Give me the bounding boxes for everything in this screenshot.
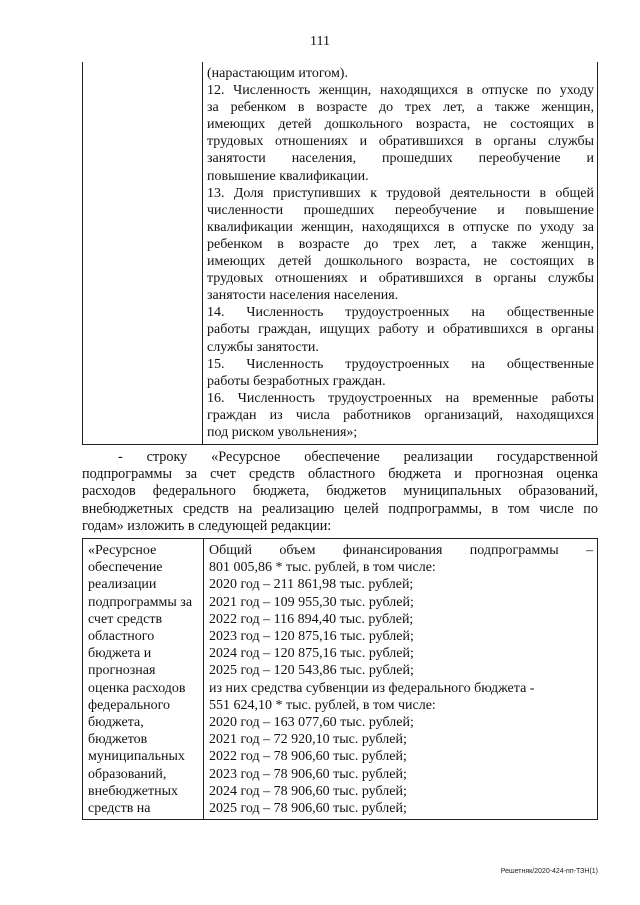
indicator-line: (нарастающим итогом). [207,66,348,81]
indicator-line: имеющих детей дошкольного возраста, не состоящих в [207,254,594,270]
funding-year-line: 2024 год – 120 875,16 тыс. рублей; [209,646,414,662]
amendment-line: внебюджетных средств на реализацию целей подпрограммы, в том числе по [82,500,598,517]
label-line: оценка расходов [88,680,186,696]
indicator-line: квалификации женщин, находящихся в отпуске по уходу за [207,219,594,235]
amendment-line: годам» изложить в следующей редакции: [82,517,332,534]
label-line: счет средств [88,611,163,627]
funding-year-line: 2020 год – 211 861,98 тыс. рублей; [209,577,414,593]
funding-line: 801 005,86 * тыс. рублей, в том числе: [209,560,436,576]
indicator-line: 16. Численность трудоустроенных на временные работы [207,390,594,406]
amendment-line: расходов федерального бюджета, бюджетов муниципальных образований, [82,483,598,500]
funding-year-line: 2022 год – 116 894,40 тыс. рублей; [209,611,414,627]
indicators-table-left-cell [83,62,203,444]
subvention-year-line: 2021 год – 72 920,10 тыс. рублей; [209,732,407,748]
funding-year-line: 2025 год – 120 543,86 тыс. рублей; [209,663,414,679]
label-line: областного [88,629,155,645]
funding-year-line: 2023 год – 120 875,16 тыс. рублей; [209,629,414,645]
indicator-line: 14. Численность трудоустроенных на общественные [207,305,594,321]
indicator-line: работы граждан, ищущих работу и обратившихся в органы [207,322,594,338]
indicator-line: имеющих детей дошкольного возраста, не состоящих в [207,117,594,133]
label-line: реализации [88,577,157,593]
indicators-table-right-cell [207,65,594,441]
indicator-line: трудовых отношениях и обратившихся в органы службы [207,271,594,287]
label-line: бюджетов [88,732,148,748]
amendment-line: - строку «Ресурсное обеспечение реализации государственной [118,449,598,465]
amendment-paragraph [82,449,598,535]
label-line: федерального [88,697,171,713]
indicator-line: численности прошедших переобучение и повышение [207,202,594,218]
indicator-line: граждан из числа работников организаций, находящихся [207,407,594,423]
indicator-line: 15. Численность трудоустроенных на общественные [207,356,594,372]
indicator-line: занятости населения населения. [207,288,399,304]
subvention-year-line: 2024 год – 78 906,60 тыс. рублей; [209,783,407,799]
label-line: образований, [88,766,167,782]
label-line: бюджета, [88,715,144,731]
resource-table-value-cell [209,542,593,817]
indicator-line: занятости населения, прошедших переобучение и [207,151,594,167]
indicator-line: за ребенком в возрасте до трех лет, а также женщин, [207,100,594,116]
label-line: бюджета и [88,646,152,662]
funding-year-line: 2021 год – 109 955,30 тыс. рублей; [209,594,414,610]
subvention-year-line: 2022 год – 78 906,60 тыс. рублей; [209,749,407,765]
indicator-line: 12. Численность женщин, находящихся в отпуске по уходу [207,83,594,99]
indicator-line: повышение квалификации. [207,168,369,184]
indicator-line: 13. Доля приступивших к трудовой деятельности в общей [207,185,594,201]
amendment-line: подпрограммы за счет средств областного бюджета и прогнозная оценка [82,466,598,483]
indicator-line: работы безработных граждан. [207,373,386,389]
subvention-line: из них средства субвенции из федерального бюджета - [209,680,535,696]
indicator-line: ребенком в возрасте до трех лет, а также женщин, [207,236,594,252]
label-line: обеспечение [88,560,163,576]
subvention-year-line: 2025 год – 78 906,60 тыс. рублей; [209,801,407,817]
funding-total-line: Общий объем финансирования подпрограммы – [209,543,593,558]
resource-table-label-cell [83,539,204,819]
page-number: 111 [310,34,330,49]
indicators-table-continued [82,62,598,445]
resource-provision-table [82,538,598,820]
indicator-line: под риском увольнения»; [207,424,358,440]
indicator-line: службы занятости. [207,339,319,355]
label-line: средств на [88,801,151,817]
subvention-line: 551 624,10 * тыс. рублей, в том числе: [209,697,436,713]
label-line: муниципальных [88,749,185,765]
indicator-line: трудовых отношениях и обратившихся в органы службы [207,134,594,150]
label-line: прогнозная [88,663,156,679]
label-line: подпрограммы за [88,594,193,610]
document-reference: Решетняк/2020-424-пп-ТЗН(1) [500,868,598,875]
subvention-year-line: 2020 год – 163 077,60 тыс. рублей; [209,715,414,731]
label-line: внебюджетных [88,783,179,799]
subvention-year-line: 2023 год – 78 906,60 тыс. рублей; [209,766,407,782]
label-line: «Ресурсное [88,543,157,558]
